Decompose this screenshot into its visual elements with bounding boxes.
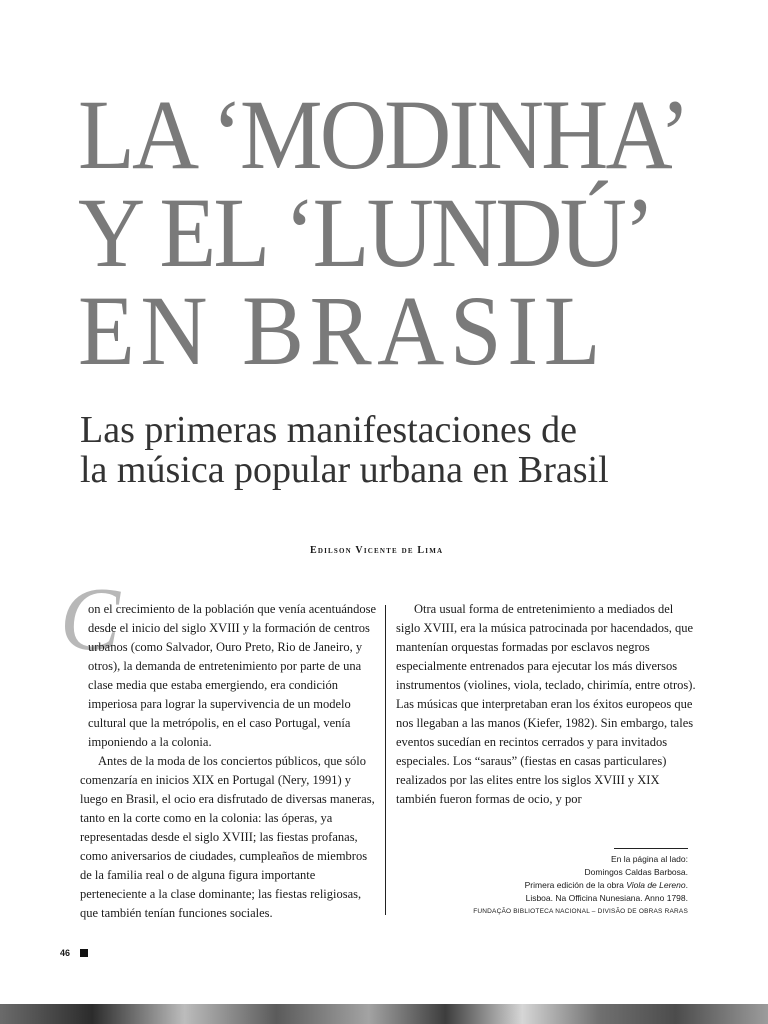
drop-cap: C — [60, 570, 121, 669]
title-line-2: Y EL ‘LUNDÚ’ — [78, 177, 653, 288]
caption-line-4: Lisboa. Na Officina Nunesiana. Anno 1798. — [525, 893, 688, 903]
caption-line-3 — [388, 879, 688, 892]
caption-line-1: En la página al lado: — [610, 854, 688, 864]
caption-work-title: Viola de Lereno — [626, 880, 686, 890]
title-line-1: LA ‘MODINHA’ — [78, 79, 688, 190]
left-paragraph-1: on el crecimiento de la población que venía acentuándose desde el inicio del siglo XVIII y la formación de centros urbanos (como Salvador, Ouro Preto, Rio de Janeiro, y otros), la demanda de entretenimiento por parte de una clase media que estaba emergiendo, era condición imperiosa para lograr la supervivencia de un modelo cultural que la metrópolis, en el caso Portugal, venía imponiendo a la colonia. — [88, 602, 377, 749]
image-caption — [388, 853, 688, 918]
caption-line-2: Domingos Caldas Barbosa. — [584, 867, 688, 877]
caption-line-3-prefix: Primera edición de la obra — [524, 880, 627, 890]
left-paragraph-2: Antes de la moda de los conciertos públicos, que sólo comenzaría en inicios XIX en Portugal (Nery, 1991) y luego en Brasil, el ocio era disfrutado de diversas maneras, tanto en la corte como en la colonia: las óperas, ya representadas desde el siglo XVIII; las fiestas profanas, como aniversarios de ciudades, cumpleaños de miembros de la familia real o de alguna figura importante perteneciente a la clase dominante; las fiestas religiosas, que también tenían funciones sociales. — [80, 754, 375, 920]
caption-line-3-suffix: . — [685, 880, 688, 890]
subtitle-line-1: Las primeras manifestaciones de — [80, 409, 577, 451]
article-subtitle — [80, 410, 720, 490]
page-number: 46 — [60, 948, 71, 958]
page-marker-square — [80, 949, 88, 957]
author-byline: Edilson Vicente de Lima — [310, 545, 444, 556]
article-title — [78, 79, 688, 386]
caption-rule — [614, 848, 688, 849]
caption-credit: FUNDAÇÃO BIBLIOTECA NACIONAL – DIVISÃO DE OBRAS RARAS — [473, 908, 688, 915]
right-paragraph-1: Otra usual forma de entretenimiento a mediados del siglo XVIII, era la música patrocinada por hacendados, que mantenían orquestas formadas por esclavos negros especialmente entrenados para ejecutar los más diversos instrumentos (violines, viola, teclado, chirimía, entre otros). Las músicas que interpretaban eran los éxitos europeos que nos llegaban a las manos (Kiefer, 1982). Sin embargo, tales eventos sucedían en recintos cerrados y para invitados especiales. Los “saraus” (fiestas en casas particulares) realizados por las elites entre los siglos XVIII y XIX también fueron formas de ocio, y por — [396, 602, 696, 806]
photo-strip — [0, 1004, 768, 1024]
left-column — [80, 600, 380, 923]
title-line-3: EN BRASIL — [78, 275, 607, 386]
subtitle-line-2: la música popular urbana en Brasil — [80, 449, 609, 491]
column-divider — [385, 605, 386, 915]
right-column — [396, 600, 696, 809]
